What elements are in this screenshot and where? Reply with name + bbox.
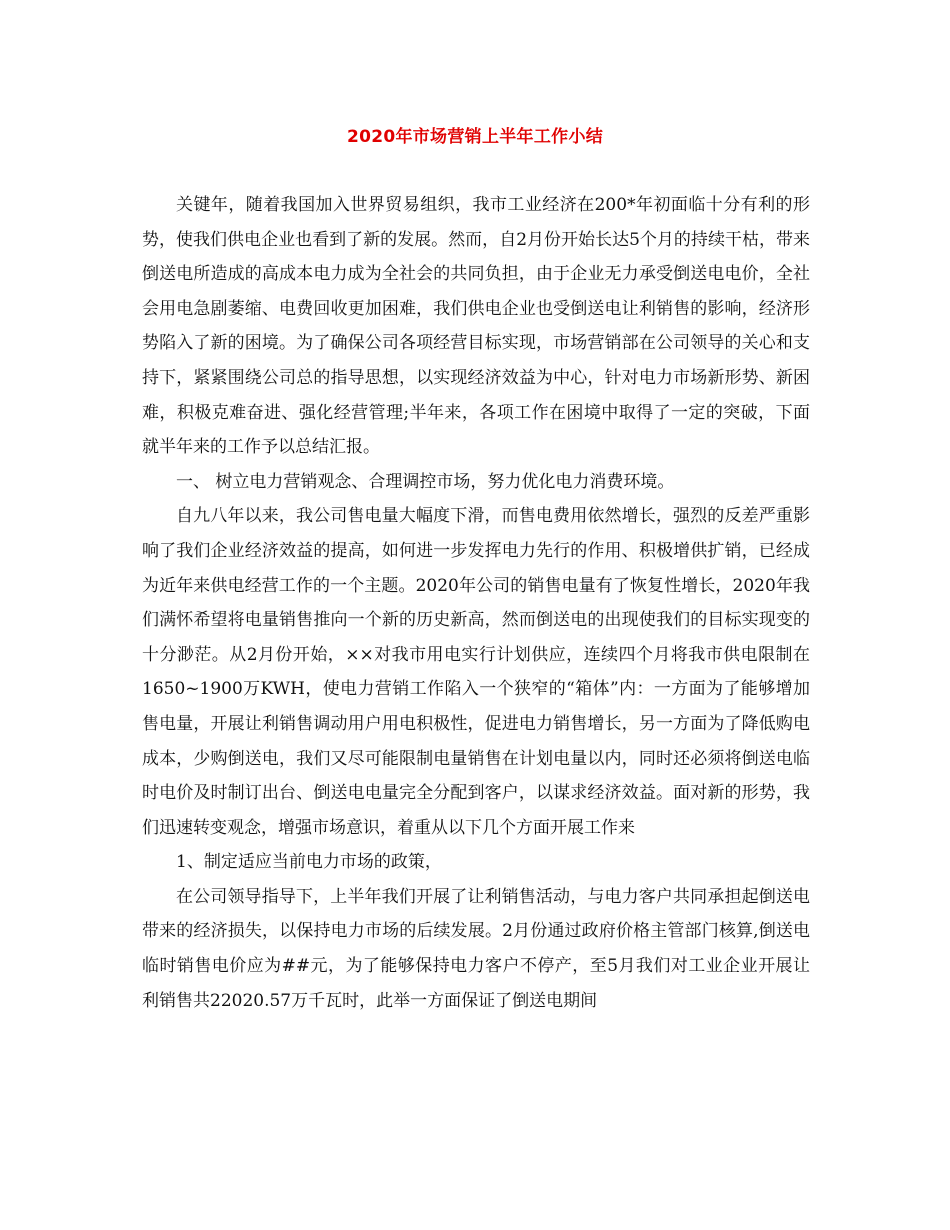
paragraph-section-1: 自九八年以来，我公司售电量大幅度下滑，而售电费用依然增长，强烈的反差严重影响了我们企业经济效益的提高，如何进一步发挥电力先行的作用、积极增供扩销，已经成为近年来供电经营工作的一个主题。2020年公司的销售电量有了恢复性增长，2020年我们满怀希望将电量销售推向一个新的历史新高，然而倒送电的出现使我们的目标实现变的十分渺茫。从2月份开始，××对我市用电实行计划供应，连续四个月将我市供电限制在1650~1900万KWH，使电力营销工作陷入一个狭窄的“箱体”内：一方面为了能够增加售电量，开展让利销售调动用户用电积极性，促进电力销售增长，另一方面为了降低购电成本，少购倒送电，我们又尽可能限制电量销售在计划电量以内，同时还必须将倒送电临时电价及时制订出台、倒送电电量完全分配到客户，以谋求经济效益。面对新的形势，我们迅速转变观念，增强市场意识，着重从以下几个方面开展工作来 [142,506,810,838]
subsection-heading-1: 1、制定适应当前电力市场的政策， [176,852,442,873]
paragraph-subsection-1: 在公司领导指导下，上半年我们开展了让利销售活动，与电力客户共同承担起倒送电带来的经济损失，以保持电力市场的后续发展。2月份通过政府价格主管部门核算,倒送电临时销售电价应为##元，为了能够保持电力客户不停产，至5月我们对工业企业开展让利销售共22020.57万千瓦时，此举一方面保证了倒送电期间 [142,886,810,1011]
document-title: 2020年市场营销上半年工作小结 [346,127,604,147]
section-heading-1: 一、 树立电力营销观念、合理调控市场，努力优化电力消费环境。 [176,471,675,492]
paragraph-intro: 关键年，随着我国加入世界贸易组织，我市工业经济在200*年初面临十分有利的形势，使我们供电企业也看到了新的发展。然而，自2月份开始长达5个月的持续干枯，带来倒送电所造成的高成本电力成为全社会的共同负担，由于企业无力承受倒送电电价，全社会用电急剧萎缩、电费回收更加困难，我们供电企业也受倒送电让利销售的影响，经济形势陷入了新的困境。为了确保公司各项经营目标实现，市场营销部在公司领导的关心和支持下，紧紧围绕公司总的指导思想，以实现经济效益为中心，针对电力市场新形势、新困难，积极克难奋进、强化经营管理;半年来，各项工作在困境中取得了一定的突破，下面就半年来的工作予以总结汇报。 [142,195,810,458]
document-body [142,188,810,1018]
